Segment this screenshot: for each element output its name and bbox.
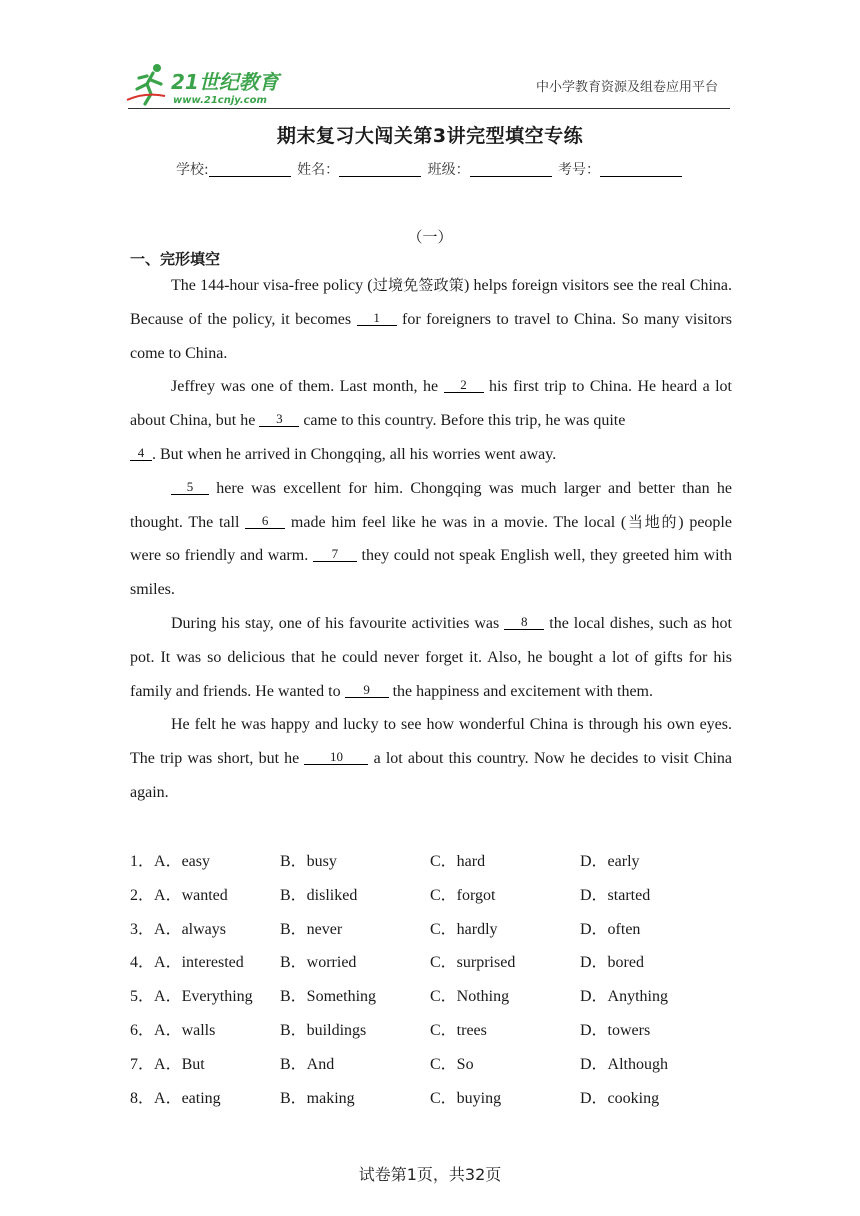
passage-paragraph: 5 here was excellent for him. Chongqing was much larger and better than he thought. The tall 6 made him feel like he was in a movie. The local (当地的) people were so friendly and warm. 7 they could not speak English well, they greeted him with smiles. xyxy=(130,478,732,599)
logo-text: 21世纪教育 xyxy=(171,70,279,94)
option-b[interactable]: B．Something xyxy=(280,988,377,1006)
option-d[interactable]: D．bored xyxy=(580,954,644,972)
cloze-passage xyxy=(130,269,732,810)
student-info-line xyxy=(0,159,860,179)
option-a[interactable]: A．Everything xyxy=(154,988,253,1006)
blank-8[interactable]: 8 xyxy=(504,614,544,630)
option-b[interactable]: B．And xyxy=(280,1055,335,1073)
answer-options xyxy=(130,845,750,1115)
question-row xyxy=(130,980,750,1014)
question-number: 8． xyxy=(130,1089,155,1107)
blank-2[interactable]: 2 xyxy=(444,377,484,393)
page-footer: 试卷第1页，共32页 xyxy=(358,1165,502,1184)
runner-figure-icon xyxy=(137,73,161,104)
option-a[interactable]: A．But xyxy=(154,1055,205,1073)
question-number: 5． xyxy=(130,988,155,1006)
logo-21cnjy xyxy=(125,62,295,108)
question-number: 3． xyxy=(130,920,155,938)
option-c[interactable]: C．trees xyxy=(430,1021,487,1039)
name-label: 姓名： xyxy=(297,162,340,178)
header-divider xyxy=(128,108,730,109)
question-row xyxy=(130,1014,750,1048)
section-heading: 一、完形填空 xyxy=(130,250,221,268)
part-label: （一） xyxy=(407,228,453,246)
blank-7[interactable]: 7 xyxy=(313,546,357,562)
option-d[interactable]: D．Although xyxy=(580,1055,669,1073)
platform-name: 中小学教育资源及组卷应用平台 xyxy=(535,80,718,95)
option-c[interactable]: C．buying xyxy=(430,1089,502,1107)
option-d[interactable]: D．early xyxy=(580,853,640,870)
question-number: 7． xyxy=(130,1055,155,1073)
passage-paragraph: 4 . But when he arrived in Chongqing, all his worries went away. xyxy=(130,438,732,472)
school-label: 学校: xyxy=(175,162,209,178)
class-blank[interactable] xyxy=(470,162,552,177)
option-c[interactable]: C．hardly xyxy=(430,920,498,938)
question-row xyxy=(130,946,750,980)
option-c[interactable]: C．surprised xyxy=(430,954,516,972)
question-number: 1． xyxy=(130,853,155,870)
option-d[interactable]: D．Anything xyxy=(580,988,669,1006)
option-b[interactable]: B．busy xyxy=(280,853,337,870)
chinese-gloss: 当地的 xyxy=(626,512,679,531)
option-a[interactable]: A．always xyxy=(154,920,227,938)
option-a[interactable]: A．easy xyxy=(154,853,211,870)
option-c[interactable]: C．So xyxy=(430,1055,474,1073)
number-label: 考号： xyxy=(558,162,601,178)
passage-paragraph: During his stay, one of his favourite activities was 8 the local dishes, such as hot pot. It was so delicious that he could never forget it. Also, he bought a lot of gifts for his family and friends. He wanted to 9 the happiness and excitement with them. xyxy=(130,613,732,700)
blank-5[interactable]: 5 xyxy=(171,479,209,495)
blank-1[interactable]: 1 xyxy=(357,310,397,326)
number-blank[interactable] xyxy=(600,162,682,177)
question-row xyxy=(130,845,750,879)
option-b[interactable]: B．never xyxy=(280,920,343,938)
question-number: 4． xyxy=(130,954,155,972)
page-header xyxy=(125,62,730,108)
option-c[interactable]: C．Nothing xyxy=(430,988,510,1006)
option-a[interactable]: A．eating xyxy=(154,1089,221,1107)
chinese-gloss: 过境免签政策 xyxy=(372,276,465,294)
question-row xyxy=(130,913,750,947)
question-number: 2． xyxy=(130,886,155,904)
option-c[interactable]: C．hard xyxy=(430,853,486,870)
school-blank[interactable] xyxy=(209,162,291,177)
option-c[interactable]: C．forgot xyxy=(430,886,496,904)
name-blank[interactable] xyxy=(339,162,421,177)
question-row xyxy=(130,879,750,913)
option-b[interactable]: B．buildings xyxy=(280,1021,367,1039)
passage-paragraph: Jeffrey was one of them. Last month, he 2 his first trip to China. He heard a lot about China, but he 3 came to this country. Before this trip, he was quite xyxy=(130,377,733,430)
question-row xyxy=(130,1082,750,1116)
option-b[interactable]: B．disliked xyxy=(280,886,358,904)
passage-paragraph: The 144-hour visa-free policy (过境免签政策) helps foreign visitors see the real China. Because of the policy, it becomes 1 for foreigners to travel to China. So many visitors come to China. xyxy=(130,276,733,362)
option-d[interactable]: D．started xyxy=(580,886,651,904)
option-a[interactable]: A．interested xyxy=(154,954,244,972)
blank-9[interactable]: 9 xyxy=(345,682,389,698)
runner-head-icon xyxy=(153,64,161,72)
option-a[interactable]: A．wanted xyxy=(154,886,228,904)
option-b[interactable]: B．making xyxy=(280,1089,355,1107)
option-d[interactable]: D．towers xyxy=(580,1021,651,1039)
class-label: 班级： xyxy=(427,162,470,178)
blank-4[interactable]: 4 xyxy=(130,445,152,461)
question-row xyxy=(130,1048,750,1082)
blank-3[interactable]: 3 xyxy=(259,411,299,427)
page-title: 期末复习大闯关第3讲完型填空专练 xyxy=(276,125,584,147)
blank-10[interactable]: 10 xyxy=(304,749,368,765)
option-d[interactable]: D．often xyxy=(580,920,641,938)
option-a[interactable]: A．walls xyxy=(154,1021,216,1039)
question-number: 6． xyxy=(130,1021,155,1039)
logo-url: www.21cnjy.com xyxy=(173,95,267,106)
option-b[interactable]: B．worried xyxy=(280,954,357,972)
passage-paragraph: He felt he was happy and lucky to see how wonderful China is through his own eyes. The trip was short, but he 10 a lot about this country. Now he decides to visit China again. xyxy=(130,716,733,801)
option-d[interactable]: D．cooking xyxy=(580,1089,660,1107)
blank-6[interactable]: 6 xyxy=(245,513,285,529)
